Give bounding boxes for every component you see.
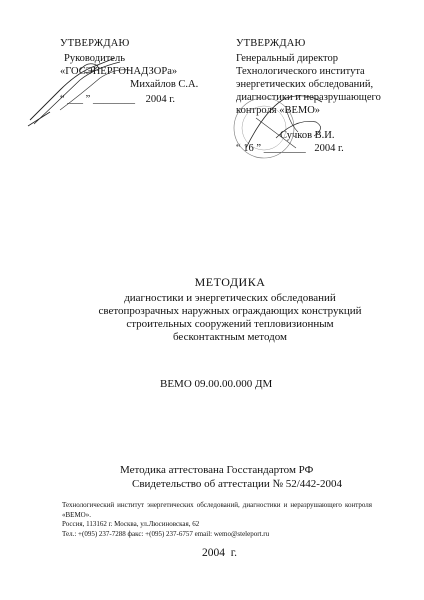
doc-subtitle-line4: бесконтактным методом bbox=[172, 331, 288, 343]
left-approval-line1: Руководитель bbox=[64, 53, 125, 64]
left-approval-line2: «ГОСЭНЕРГОНАДЗОРа» bbox=[60, 66, 178, 77]
document-code: ВЕМО 09.00.00.000 ДМ bbox=[160, 378, 273, 390]
doc-subtitle-line3: строительных сооружений тепловизионным bbox=[126, 318, 334, 330]
document-year: 2004 г. bbox=[202, 547, 238, 559]
right-approval-year: 2004 г. bbox=[314, 143, 344, 154]
left-approval-heading: УТВЕРЖДАЮ bbox=[60, 38, 130, 49]
doc-subtitle-line2: светопрозрачных наружных ограждающих конструкций bbox=[98, 305, 362, 317]
doc-subtitle-line1: диагностики и энергетических обследований bbox=[124, 292, 336, 304]
attestation-line2: Свидетельство об аттестации № 52/442-2004 bbox=[132, 477, 342, 490]
right-approval-line5: контроля «ВЕМО» bbox=[236, 105, 321, 116]
right-approval-heading: УТВЕРЖДАЮ bbox=[236, 38, 306, 49]
right-approval-line4: диагностики и неразрушающего bbox=[236, 92, 381, 103]
title-block bbox=[80, 275, 380, 344]
right-approval-block bbox=[236, 38, 416, 155]
left-approval-block bbox=[60, 38, 240, 106]
left-approval-year: 2004 г. bbox=[145, 94, 175, 105]
doc-title: МЕТОДИКА bbox=[194, 275, 266, 289]
footer-line2: Россия, 113162 г. Москва, ул.Люсиновская, 62 bbox=[62, 520, 200, 528]
left-approval-signer: Михайлов С.А. bbox=[130, 79, 199, 90]
footer-line1: Технологический институт энергетических обследований, диагностики и неразрушающего контроля «ВЕМО». bbox=[62, 501, 372, 519]
attestation-block bbox=[120, 464, 342, 491]
footer-line3: Тел.: +(095) 237-7288 факс: +(095) 237-6757 email: wemo@steleport.ru bbox=[62, 529, 270, 538]
right-approval-line2: Технологического института bbox=[236, 66, 365, 77]
left-approval-date: “ ___ ” ________ bbox=[60, 94, 135, 105]
right-approval-line1: Генеральный директор bbox=[236, 53, 338, 64]
right-approval-signer: Сучков В.И. bbox=[280, 130, 335, 141]
footer-block bbox=[62, 501, 372, 539]
attestation-line1: Методика аттестована Госстандартом РФ bbox=[120, 464, 314, 476]
right-approval-line3: энергетических обследований, bbox=[236, 79, 374, 90]
right-approval-date: “ 16 ” ________ bbox=[236, 143, 306, 154]
